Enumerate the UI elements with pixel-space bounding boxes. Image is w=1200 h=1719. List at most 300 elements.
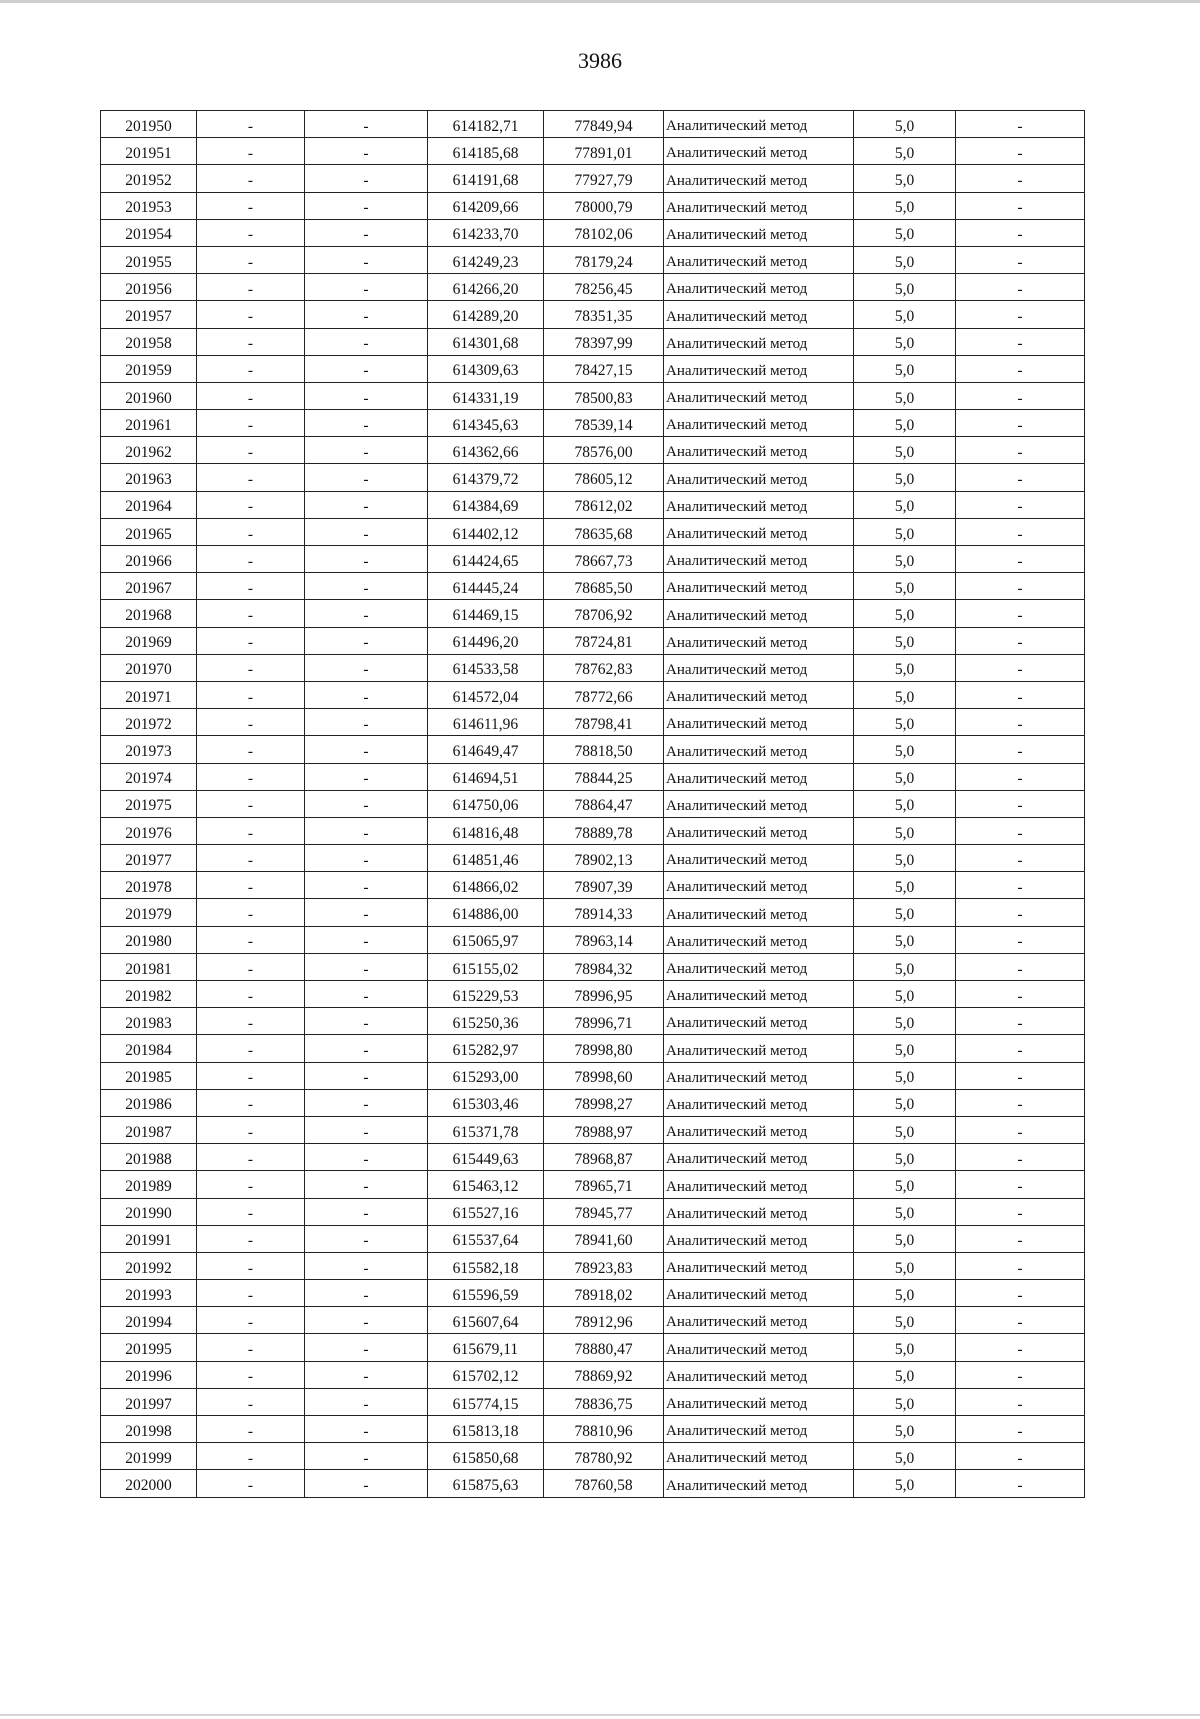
method-cell: Аналитический метод <box>664 1470 854 1497</box>
empty-dash-cell: - <box>305 355 428 382</box>
method-cell: Аналитический метод <box>664 355 854 382</box>
point-number-cell: 201950 <box>101 111 197 138</box>
empty-dash-cell: - <box>197 1252 305 1279</box>
point-number-cell: 201956 <box>101 274 197 301</box>
y-coordinate-cell: 77891,01 <box>544 138 664 165</box>
empty-dash-cell: - <box>956 981 1085 1008</box>
x-coordinate-cell: 614379,72 <box>428 464 544 491</box>
accuracy-cell: 5,0 <box>854 1361 956 1388</box>
accuracy-cell: 5,0 <box>854 518 956 545</box>
accuracy-cell: 5,0 <box>854 1280 956 1307</box>
empty-dash-cell: - <box>305 790 428 817</box>
point-number-cell: 202000 <box>101 1470 197 1497</box>
y-coordinate-cell: 78869,92 <box>544 1361 664 1388</box>
point-number-cell: 201983 <box>101 1008 197 1035</box>
x-coordinate-cell: 614402,12 <box>428 518 544 545</box>
x-coordinate-cell: 615155,02 <box>428 953 544 980</box>
empty-dash-cell: - <box>956 1035 1085 1062</box>
empty-dash-cell: - <box>197 1361 305 1388</box>
method-cell: Аналитический метод <box>664 872 854 899</box>
empty-dash-cell: - <box>305 491 428 518</box>
accuracy-cell: 5,0 <box>854 328 956 355</box>
table-row <box>101 654 1085 681</box>
accuracy-cell: 5,0 <box>854 1035 956 1062</box>
empty-dash-cell: - <box>956 138 1085 165</box>
accuracy-cell: 5,0 <box>854 654 956 681</box>
table-row <box>101 1171 1085 1198</box>
method-cell: Аналитический метод <box>664 899 854 926</box>
x-coordinate-cell: 614886,00 <box>428 899 544 926</box>
empty-dash-cell: - <box>305 1116 428 1143</box>
table-row <box>101 1416 1085 1443</box>
empty-dash-cell: - <box>197 736 305 763</box>
empty-dash-cell: - <box>197 926 305 953</box>
point-number-cell: 201973 <box>101 736 197 763</box>
empty-dash-cell: - <box>305 817 428 844</box>
accuracy-cell: 5,0 <box>854 899 956 926</box>
table-row <box>101 1388 1085 1415</box>
empty-dash-cell: - <box>305 410 428 437</box>
method-cell: Аналитический метод <box>664 328 854 355</box>
x-coordinate-cell: 614445,24 <box>428 573 544 600</box>
empty-dash-cell: - <box>197 1035 305 1062</box>
table-row <box>101 1144 1085 1171</box>
x-coordinate-cell: 614866,02 <box>428 872 544 899</box>
empty-dash-cell: - <box>305 736 428 763</box>
empty-dash-cell: - <box>305 1198 428 1225</box>
point-number-cell: 201986 <box>101 1089 197 1116</box>
empty-dash-cell: - <box>956 1198 1085 1225</box>
accuracy-cell: 5,0 <box>854 1470 956 1497</box>
y-coordinate-cell: 78818,50 <box>544 736 664 763</box>
accuracy-cell: 5,0 <box>854 681 956 708</box>
accuracy-cell: 5,0 <box>854 246 956 273</box>
table-row <box>101 709 1085 736</box>
method-cell: Аналитический метод <box>664 1388 854 1415</box>
empty-dash-cell: - <box>956 1280 1085 1307</box>
x-coordinate-cell: 614750,06 <box>428 790 544 817</box>
empty-dash-cell: - <box>956 382 1085 409</box>
empty-dash-cell: - <box>197 355 305 382</box>
accuracy-cell: 5,0 <box>854 1307 956 1334</box>
y-coordinate-cell: 78500,83 <box>544 382 664 409</box>
accuracy-cell: 5,0 <box>854 437 956 464</box>
method-cell: Аналитический метод <box>664 219 854 246</box>
table-row <box>101 981 1085 1008</box>
x-coordinate-cell: 615371,78 <box>428 1116 544 1143</box>
empty-dash-cell: - <box>305 192 428 219</box>
x-coordinate-cell: 614384,69 <box>428 491 544 518</box>
table-row <box>101 1116 1085 1143</box>
page-number: 3986 <box>578 48 622 73</box>
accuracy-cell: 5,0 <box>854 382 956 409</box>
empty-dash-cell: - <box>956 709 1085 736</box>
empty-dash-cell: - <box>197 165 305 192</box>
accuracy-cell: 5,0 <box>854 1116 956 1143</box>
y-coordinate-cell: 78000,79 <box>544 192 664 219</box>
empty-dash-cell: - <box>305 1171 428 1198</box>
method-cell: Аналитический метод <box>664 654 854 681</box>
point-number-cell: 201966 <box>101 546 197 573</box>
empty-dash-cell: - <box>197 1470 305 1497</box>
y-coordinate-cell: 78836,75 <box>544 1388 664 1415</box>
empty-dash-cell: - <box>197 464 305 491</box>
method-cell: Аналитический метод <box>664 1089 854 1116</box>
x-coordinate-cell: 615596,59 <box>428 1280 544 1307</box>
x-coordinate-cell: 614345,63 <box>428 410 544 437</box>
empty-dash-cell: - <box>956 491 1085 518</box>
point-number-cell: 201958 <box>101 328 197 355</box>
empty-dash-cell: - <box>956 464 1085 491</box>
method-cell: Аналитический метод <box>664 736 854 763</box>
point-number-cell: 201984 <box>101 1035 197 1062</box>
method-cell: Аналитический метод <box>664 627 854 654</box>
point-number-cell: 201965 <box>101 518 197 545</box>
empty-dash-cell: - <box>305 953 428 980</box>
method-cell: Аналитический метод <box>664 1307 854 1334</box>
accuracy-cell: 5,0 <box>854 1334 956 1361</box>
accuracy-cell: 5,0 <box>854 464 956 491</box>
point-number-cell: 201970 <box>101 654 197 681</box>
point-number-cell: 201953 <box>101 192 197 219</box>
accuracy-cell: 5,0 <box>854 219 956 246</box>
empty-dash-cell: - <box>305 981 428 1008</box>
y-coordinate-cell: 78889,78 <box>544 817 664 844</box>
point-number-cell: 201975 <box>101 790 197 817</box>
empty-dash-cell: - <box>956 1470 1085 1497</box>
empty-dash-cell: - <box>956 681 1085 708</box>
accuracy-cell: 5,0 <box>854 600 956 627</box>
empty-dash-cell: - <box>956 518 1085 545</box>
x-coordinate-cell: 614191,68 <box>428 165 544 192</box>
method-cell: Аналитический метод <box>664 790 854 817</box>
accuracy-cell: 5,0 <box>854 1416 956 1443</box>
y-coordinate-cell: 78685,50 <box>544 573 664 600</box>
x-coordinate-cell: 615537,64 <box>428 1225 544 1252</box>
empty-dash-cell: - <box>956 546 1085 573</box>
table-row <box>101 872 1085 899</box>
empty-dash-cell: - <box>197 1116 305 1143</box>
y-coordinate-cell: 78965,71 <box>544 1171 664 1198</box>
empty-dash-cell: - <box>197 573 305 600</box>
point-number-cell: 201962 <box>101 437 197 464</box>
empty-dash-cell: - <box>197 953 305 980</box>
empty-dash-cell: - <box>305 709 428 736</box>
accuracy-cell: 5,0 <box>854 546 956 573</box>
point-number-cell: 201952 <box>101 165 197 192</box>
y-coordinate-cell: 77927,79 <box>544 165 664 192</box>
x-coordinate-cell: 615702,12 <box>428 1361 544 1388</box>
empty-dash-cell: - <box>305 518 428 545</box>
method-cell: Аналитический метод <box>664 491 854 518</box>
empty-dash-cell: - <box>305 1361 428 1388</box>
empty-dash-cell: - <box>956 845 1085 872</box>
y-coordinate-cell: 78397,99 <box>544 328 664 355</box>
method-cell: Аналитический метод <box>664 845 854 872</box>
method-cell: Аналитический метод <box>664 301 854 328</box>
x-coordinate-cell: 615774,15 <box>428 1388 544 1415</box>
method-cell: Аналитический метод <box>664 600 854 627</box>
y-coordinate-cell: 78996,95 <box>544 981 664 1008</box>
empty-dash-cell: - <box>305 573 428 600</box>
empty-dash-cell: - <box>305 872 428 899</box>
y-coordinate-cell: 78810,96 <box>544 1416 664 1443</box>
x-coordinate-cell: 614533,58 <box>428 654 544 681</box>
accuracy-cell: 5,0 <box>854 926 956 953</box>
empty-dash-cell: - <box>305 1416 428 1443</box>
empty-dash-cell: - <box>956 410 1085 437</box>
accuracy-cell: 5,0 <box>854 953 956 980</box>
method-cell: Аналитический метод <box>664 546 854 573</box>
point-number-cell: 201979 <box>101 899 197 926</box>
y-coordinate-cell: 78762,83 <box>544 654 664 681</box>
y-coordinate-cell: 78998,80 <box>544 1035 664 1062</box>
point-number-cell: 201999 <box>101 1443 197 1470</box>
point-number-cell: 201993 <box>101 1280 197 1307</box>
point-number-cell: 201967 <box>101 573 197 600</box>
empty-dash-cell: - <box>197 1388 305 1415</box>
table-row <box>101 1361 1085 1388</box>
y-coordinate-cell: 78635,68 <box>544 518 664 545</box>
table-row <box>101 219 1085 246</box>
table-row <box>101 138 1085 165</box>
method-cell: Аналитический метод <box>664 709 854 736</box>
point-number-cell: 201964 <box>101 491 197 518</box>
point-number-cell: 201981 <box>101 953 197 980</box>
table-row <box>101 382 1085 409</box>
x-coordinate-cell: 614289,20 <box>428 301 544 328</box>
x-coordinate-cell: 615582,18 <box>428 1252 544 1279</box>
accuracy-cell: 5,0 <box>854 709 956 736</box>
accuracy-cell: 5,0 <box>854 1198 956 1225</box>
empty-dash-cell: - <box>305 1470 428 1497</box>
table-row <box>101 355 1085 382</box>
method-cell: Аналитический метод <box>664 518 854 545</box>
point-number-cell: 201990 <box>101 1198 197 1225</box>
table-row <box>101 1252 1085 1279</box>
empty-dash-cell: - <box>956 899 1085 926</box>
empty-dash-cell: - <box>956 1116 1085 1143</box>
empty-dash-cell: - <box>197 845 305 872</box>
table-row <box>101 817 1085 844</box>
accuracy-cell: 5,0 <box>854 165 956 192</box>
accuracy-cell: 5,0 <box>854 192 956 219</box>
method-cell: Аналитический метод <box>664 246 854 273</box>
method-cell: Аналитический метод <box>664 111 854 138</box>
point-number-cell: 201963 <box>101 464 197 491</box>
empty-dash-cell: - <box>956 1008 1085 1035</box>
empty-dash-cell: - <box>305 138 428 165</box>
x-coordinate-cell: 614301,68 <box>428 328 544 355</box>
empty-dash-cell: - <box>197 1443 305 1470</box>
x-coordinate-cell: 615303,46 <box>428 1089 544 1116</box>
empty-dash-cell: - <box>305 1252 428 1279</box>
y-coordinate-cell: 78918,02 <box>544 1280 664 1307</box>
empty-dash-cell: - <box>305 1089 428 1116</box>
table-row <box>101 953 1085 980</box>
method-cell: Аналитический метод <box>664 1334 854 1361</box>
empty-dash-cell: - <box>197 981 305 1008</box>
x-coordinate-cell: 615282,97 <box>428 1035 544 1062</box>
accuracy-cell: 5,0 <box>854 981 956 1008</box>
table-row <box>101 1225 1085 1252</box>
table-row <box>101 274 1085 301</box>
empty-dash-cell: - <box>956 790 1085 817</box>
table-row <box>101 1443 1085 1470</box>
method-cell: Аналитический метод <box>664 953 854 980</box>
method-cell: Аналитический метод <box>664 437 854 464</box>
empty-dash-cell: - <box>956 654 1085 681</box>
method-cell: Аналитический метод <box>664 1008 854 1035</box>
empty-dash-cell: - <box>956 1443 1085 1470</box>
empty-dash-cell: - <box>956 301 1085 328</box>
empty-dash-cell: - <box>197 219 305 246</box>
x-coordinate-cell: 614249,23 <box>428 246 544 273</box>
empty-dash-cell: - <box>956 1307 1085 1334</box>
accuracy-cell: 5,0 <box>854 274 956 301</box>
y-coordinate-cell: 78907,39 <box>544 872 664 899</box>
empty-dash-cell: - <box>956 573 1085 600</box>
method-cell: Аналитический метод <box>664 410 854 437</box>
empty-dash-cell: - <box>956 763 1085 790</box>
empty-dash-cell: - <box>305 546 428 573</box>
empty-dash-cell: - <box>956 1334 1085 1361</box>
table-row <box>101 1198 1085 1225</box>
empty-dash-cell: - <box>956 1225 1085 1252</box>
empty-dash-cell: - <box>197 1089 305 1116</box>
empty-dash-cell: - <box>305 1062 428 1089</box>
x-coordinate-cell: 615463,12 <box>428 1171 544 1198</box>
y-coordinate-cell: 78724,81 <box>544 627 664 654</box>
x-coordinate-cell: 614182,71 <box>428 111 544 138</box>
empty-dash-cell: - <box>956 328 1085 355</box>
accuracy-cell: 5,0 <box>854 1171 956 1198</box>
point-number-cell: 201997 <box>101 1388 197 1415</box>
method-cell: Аналитический метод <box>664 1171 854 1198</box>
point-number-cell: 201989 <box>101 1171 197 1198</box>
y-coordinate-cell: 78998,27 <box>544 1089 664 1116</box>
y-coordinate-cell: 78427,15 <box>544 355 664 382</box>
y-coordinate-cell: 77849,94 <box>544 111 664 138</box>
point-number-cell: 201960 <box>101 382 197 409</box>
table-row <box>101 192 1085 219</box>
y-coordinate-cell: 78968,87 <box>544 1144 664 1171</box>
empty-dash-cell: - <box>197 274 305 301</box>
y-coordinate-cell: 78576,00 <box>544 437 664 464</box>
table-row <box>101 736 1085 763</box>
y-coordinate-cell: 78984,32 <box>544 953 664 980</box>
point-number-cell: 201998 <box>101 1416 197 1443</box>
accuracy-cell: 5,0 <box>854 1252 956 1279</box>
y-coordinate-cell: 78912,96 <box>544 1307 664 1334</box>
empty-dash-cell: - <box>305 437 428 464</box>
y-coordinate-cell: 78780,92 <box>544 1443 664 1470</box>
empty-dash-cell: - <box>197 899 305 926</box>
y-coordinate-cell: 78798,41 <box>544 709 664 736</box>
empty-dash-cell: - <box>197 763 305 790</box>
x-coordinate-cell: 614851,46 <box>428 845 544 872</box>
method-cell: Аналитический метод <box>664 1144 854 1171</box>
table-row <box>101 1307 1085 1334</box>
accuracy-cell: 5,0 <box>854 111 956 138</box>
table-row <box>101 600 1085 627</box>
table-row <box>101 1280 1085 1307</box>
empty-dash-cell: - <box>305 1334 428 1361</box>
point-number-cell: 201978 <box>101 872 197 899</box>
accuracy-cell: 5,0 <box>854 1388 956 1415</box>
method-cell: Аналитический метод <box>664 1225 854 1252</box>
table-row <box>101 681 1085 708</box>
method-cell: Аналитический метод <box>664 681 854 708</box>
table-row <box>101 790 1085 817</box>
x-coordinate-cell: 614572,04 <box>428 681 544 708</box>
table-row <box>101 518 1085 545</box>
empty-dash-cell: - <box>305 1307 428 1334</box>
method-cell: Аналитический метод <box>664 1198 854 1225</box>
empty-dash-cell: - <box>956 1089 1085 1116</box>
point-number-cell: 201971 <box>101 681 197 708</box>
method-cell: Аналитический метод <box>664 192 854 219</box>
x-coordinate-cell: 615607,64 <box>428 1307 544 1334</box>
point-number-cell: 201955 <box>101 246 197 273</box>
method-cell: Аналитический метод <box>664 165 854 192</box>
empty-dash-cell: - <box>197 600 305 627</box>
y-coordinate-cell: 78864,47 <box>544 790 664 817</box>
point-number-cell: 201957 <box>101 301 197 328</box>
empty-dash-cell: - <box>197 1008 305 1035</box>
empty-dash-cell: - <box>197 627 305 654</box>
point-number-cell: 201991 <box>101 1225 197 1252</box>
x-coordinate-cell: 614233,70 <box>428 219 544 246</box>
y-coordinate-cell: 78902,13 <box>544 845 664 872</box>
empty-dash-cell: - <box>305 274 428 301</box>
x-coordinate-cell: 614362,66 <box>428 437 544 464</box>
method-cell: Аналитический метод <box>664 1416 854 1443</box>
empty-dash-cell: - <box>305 464 428 491</box>
point-number-cell: 201996 <box>101 1361 197 1388</box>
empty-dash-cell: - <box>197 382 305 409</box>
accuracy-cell: 5,0 <box>854 573 956 600</box>
empty-dash-cell: - <box>305 1225 428 1252</box>
x-coordinate-cell: 614649,47 <box>428 736 544 763</box>
y-coordinate-cell: 78605,12 <box>544 464 664 491</box>
table-row <box>101 627 1085 654</box>
table-row <box>101 111 1085 138</box>
table-row <box>101 573 1085 600</box>
empty-dash-cell: - <box>197 1334 305 1361</box>
empty-dash-cell: - <box>956 1416 1085 1443</box>
point-number-cell: 201968 <box>101 600 197 627</box>
accuracy-cell: 5,0 <box>854 817 956 844</box>
empty-dash-cell: - <box>305 654 428 681</box>
point-number-cell: 201974 <box>101 763 197 790</box>
point-number-cell: 201954 <box>101 219 197 246</box>
empty-dash-cell: - <box>305 165 428 192</box>
accuracy-cell: 5,0 <box>854 138 956 165</box>
y-coordinate-cell: 78760,58 <box>544 1470 664 1497</box>
empty-dash-cell: - <box>305 681 428 708</box>
accuracy-cell: 5,0 <box>854 1443 956 1470</box>
empty-dash-cell: - <box>305 111 428 138</box>
accuracy-cell: 5,0 <box>854 355 956 382</box>
empty-dash-cell: - <box>197 437 305 464</box>
empty-dash-cell: - <box>956 872 1085 899</box>
empty-dash-cell: - <box>197 1198 305 1225</box>
y-coordinate-cell: 78923,83 <box>544 1252 664 1279</box>
method-cell: Аналитический метод <box>664 464 854 491</box>
y-coordinate-cell: 78998,60 <box>544 1062 664 1089</box>
empty-dash-cell: - <box>197 1416 305 1443</box>
